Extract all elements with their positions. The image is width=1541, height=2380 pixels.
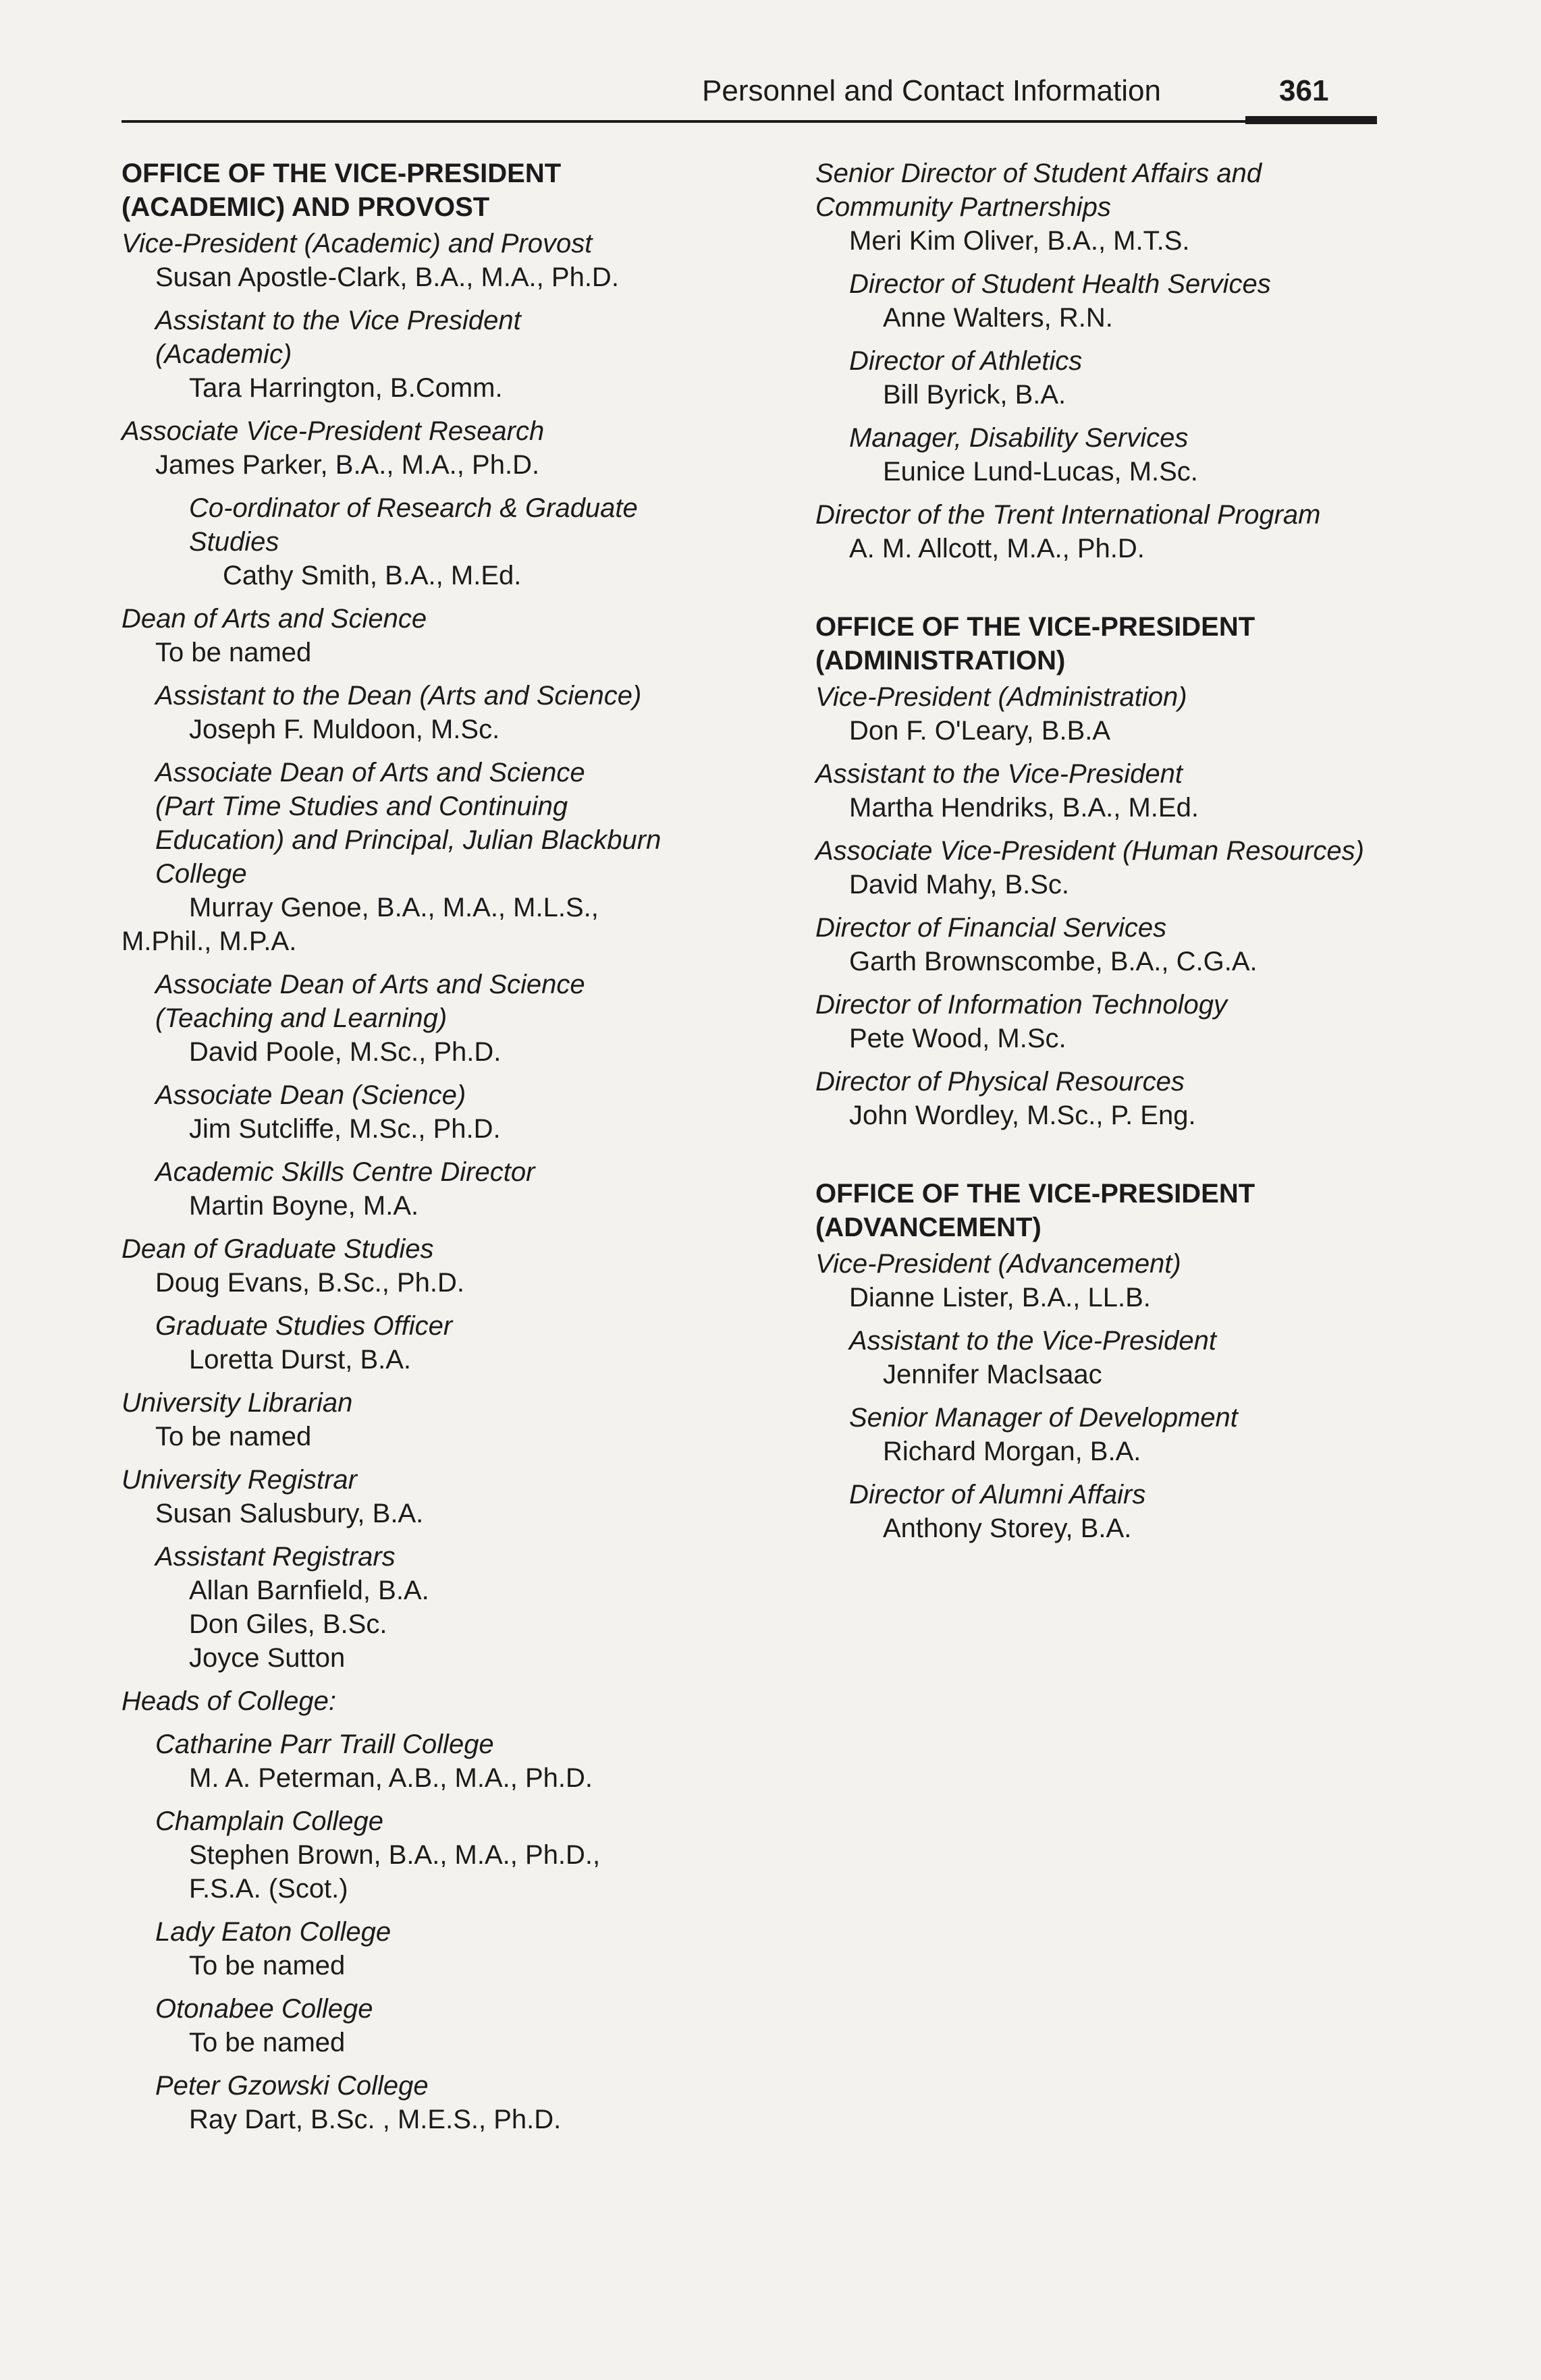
directory-entry (121, 756, 803, 958)
person-name: To be named (189, 2028, 346, 2057)
role-title: Heads of College: (121, 1686, 336, 1716)
role-title: Director of Student Health Services (849, 269, 1271, 299)
role-title: University Librarian (121, 1388, 353, 1418)
directory-entry (815, 157, 1376, 258)
role-title: Senior Manager of Development (849, 1403, 1238, 1433)
right-entries-student-affairs (815, 157, 1376, 565)
role-title: Dean of Graduate Studies (121, 1234, 434, 1264)
directory-entry (815, 344, 1376, 412)
right-entries-administration (815, 680, 1376, 1132)
person-name: To be named (155, 638, 312, 667)
directory-entry (815, 1478, 1376, 1545)
directory-entry (815, 498, 1376, 565)
directory-entry (815, 267, 1376, 335)
directory-entry (121, 1155, 803, 1223)
role-title: (Part Time Studies and Continuing (155, 792, 568, 821)
directory-entry (815, 1401, 1376, 1468)
directory-entry (121, 1684, 803, 1718)
person-name: M.Phil., M.P.A. (121, 926, 297, 956)
person-name: Cathy Smith, B.A., M.Ed. (223, 561, 522, 590)
role-title: Otonabee College (155, 1994, 373, 2024)
person-name: David Poole, M.Sc., Ph.D. (189, 1037, 502, 1067)
person-name: James Parker, B.A., M.A., Ph.D. (155, 450, 540, 480)
person-name: Loretta Durst, B.A. (189, 1345, 412, 1375)
role-title: Vice-President (Advancement) (815, 1249, 1181, 1279)
role-title: Vice-President (Administration) (815, 682, 1187, 712)
role-title: Director of Information Technology (815, 990, 1227, 1020)
directory-entry (121, 1915, 803, 1983)
header-rule (121, 120, 1377, 123)
role-title: Champlain College (155, 1806, 383, 1836)
role-title: Associate Dean of Arts and Science (155, 758, 585, 787)
role-title: Vice-President (Academic) and Provost (121, 229, 593, 258)
person-name: Don Giles, B.Sc. (189, 1609, 387, 1639)
person-name: To be named (155, 1422, 312, 1451)
person-name: Stephen Brown, B.A., M.A., Ph.D., (189, 1840, 601, 1870)
directory-entry (121, 1463, 803, 1530)
person-name: Susan Salusbury, B.A. (155, 1499, 424, 1528)
role-title: Senior Director of Student Affairs and (815, 159, 1262, 188)
role-title: Director of Physical Resources (815, 1067, 1185, 1097)
directory-entry (121, 491, 803, 592)
person-name: Jennifer MacIsaac (883, 1360, 1102, 1389)
left-entries (121, 227, 803, 2136)
role-title: College (155, 859, 247, 889)
section-heading-academic: OFFICE OF THE VICE-PRESIDENT (ACADEMIC) AND PROVOST (121, 159, 562, 222)
role-title: Associate Vice-President Research (121, 416, 545, 446)
person-name: Joseph F. Muldoon, M.Sc. (189, 715, 500, 744)
person-name: Don F. O'Leary, B.B.A (849, 716, 1111, 746)
person-name: Susan Apostle-Clark, B.A., M.A., Ph.D. (155, 262, 619, 292)
person-name: F.S.A. (Scot.) (189, 1874, 348, 1904)
role-title: Co-ordinator of Research & Graduate (189, 493, 638, 523)
role-title: Associate Dean of Arts and Science (155, 970, 585, 999)
role-title: Education) and Principal, Julian Blackburn (155, 825, 661, 855)
person-name: Jim Sutcliffe, M.Sc., Ph.D. (189, 1114, 501, 1144)
directory-entry (121, 1078, 803, 1146)
directory-entry (815, 988, 1376, 1055)
person-name: Eunice Lund-Lucas, M.Sc. (883, 457, 1198, 487)
role-title: Director of the Trent International Program (815, 500, 1321, 530)
person-name: Garth Brownscombe, B.A., C.G.A. (849, 947, 1258, 976)
directory-entry (815, 1247, 1376, 1314)
role-title: Assistant to the Vice-President (849, 1326, 1216, 1356)
directory-entry (121, 304, 803, 405)
role-title: Associate Vice-President (Human Resources) (815, 836, 1364, 866)
role-title: Assistant Registrars (155, 1542, 396, 1572)
person-name: Tara Harrington, B.Comm. (189, 373, 503, 403)
person-name: Ray Dart, B.Sc. , M.E.S., Ph.D. (189, 2105, 562, 2134)
person-name: Pete Wood, M.Sc. (849, 1024, 1066, 1053)
person-name: Richard Morgan, B.A. (883, 1437, 1141, 1466)
person-name: Bill Byrick, B.A. (883, 380, 1066, 410)
section-heading-administration: OFFICE OF THE VICE-PRESIDENT (ADMINISTRATION) (815, 612, 1255, 675)
person-name: Martin Boyne, M.A. (189, 1191, 419, 1221)
right-entries-advancement (815, 1247, 1376, 1545)
directory-entry (121, 227, 803, 294)
directory-entry (815, 1065, 1376, 1132)
role-title: Associate Dean (Science) (155, 1080, 466, 1110)
directory-entry (121, 2069, 803, 2136)
directory-entry (121, 1386, 803, 1454)
directory-entry (121, 602, 803, 669)
role-title: Director of Athletics (849, 346, 1083, 376)
role-title: Director of Financial Services (815, 913, 1167, 943)
directory-entry (121, 1804, 803, 1906)
role-title: Studies (189, 527, 279, 557)
role-title: Academic Skills Centre Director (155, 1157, 535, 1187)
person-name: David Mahy, B.Sc. (849, 870, 1070, 900)
person-name: Martha Hendriks, B.A., M.Ed. (849, 793, 1199, 823)
role-title: Director of Alumni Affairs (849, 1480, 1146, 1510)
role-title: Assistant to the Vice President (155, 306, 521, 335)
role-title: (Teaching and Learning) (155, 1003, 448, 1033)
directory-entry (815, 1324, 1376, 1391)
directory-entry (121, 1232, 803, 1300)
directory-entry (815, 680, 1376, 748)
person-name: John Wordley, M.Sc., P. Eng. (849, 1101, 1196, 1130)
person-name: Meri Kim Oliver, B.A., M.T.S. (849, 226, 1190, 256)
directory-entry (815, 421, 1376, 489)
role-title: University Registrar (121, 1465, 357, 1495)
role-title: Assistant to the Vice-President (815, 759, 1183, 789)
directory-entry (121, 414, 803, 482)
role-title: Graduate Studies Officer (155, 1311, 453, 1341)
role-title: Catharine Parr Traill College (155, 1729, 494, 1759)
directory-entry (121, 679, 803, 746)
right-column (815, 157, 1376, 1555)
person-name: A. M. Allcott, M.A., Ph.D. (849, 534, 1145, 563)
directory-entry (121, 1992, 803, 2059)
role-title: Peter Gzowski College (155, 2071, 429, 2101)
person-name: Allan Barnfield, B.A. (189, 1576, 429, 1605)
page-number: 361 (1279, 74, 1329, 107)
directory-entry (815, 757, 1376, 825)
directory-entry (121, 1309, 803, 1377)
directory-entry (121, 968, 803, 1069)
person-name: Anne Walters, R.N. (883, 303, 1113, 333)
role-title: Lady Eaton College (155, 1917, 391, 1947)
person-name: To be named (189, 1951, 346, 1981)
role-title: Dean of Arts and Science (121, 604, 427, 634)
directory-entry (121, 1540, 803, 1675)
directory-entry (815, 834, 1376, 902)
role-title: Manager, Disability Services (849, 423, 1189, 453)
person-name: Joyce Sutton (189, 1643, 346, 1673)
person-name: Anthony Storey, B.A. (883, 1514, 1132, 1543)
person-name: M. A. Peterman, A.B., M.A., Ph.D. (189, 1763, 593, 1793)
left-column (121, 157, 803, 2146)
page-header-title: Personnel and Contact Information (702, 74, 1161, 107)
section-heading-advancement: OFFICE OF THE VICE-PRESIDENT (ADVANCEMENT) (815, 1179, 1255, 1242)
role-title: (Academic) (155, 339, 292, 369)
header-rule-tab (1245, 116, 1377, 124)
person-name: Dianne Lister, B.A., LL.B. (849, 1283, 1151, 1312)
person-name: Doug Evans, B.Sc., Ph.D. (155, 1268, 464, 1298)
person-name: Murray Genoe, B.A., M.A., M.L.S., (189, 893, 599, 922)
directory-entry (815, 911, 1376, 978)
role-title: Community Partnerships (815, 192, 1111, 222)
directory-entry (121, 1727, 803, 1795)
role-title: Assistant to the Dean (Arts and Science) (155, 681, 642, 711)
